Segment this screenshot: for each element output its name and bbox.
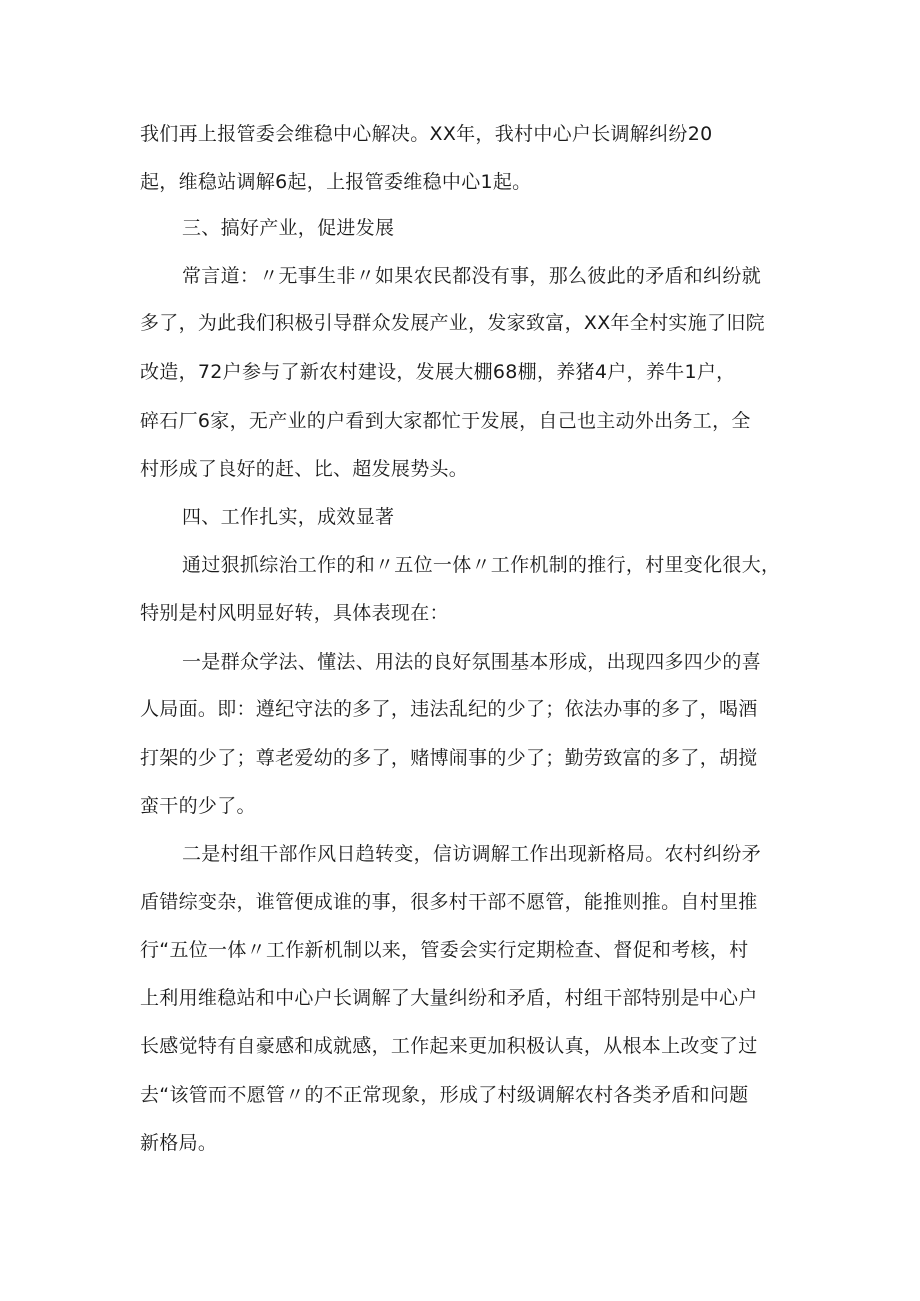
text-line: 碎石厂6家，无产业的户看到大家都忙于发展，自己也主动外出务工，全 <box>140 410 751 432</box>
text-line: 一是群众学法、懂法、用法的良好氛围基本形成，出现四多四少的喜 <box>182 651 762 673</box>
text-line: 改造，72户参与了新农村建设，发展大棚68棚，养猪4户，养牛1户， <box>140 361 736 383</box>
text-line: 起，维稳站调解6起，上报管委维稳中心1起。 <box>140 171 532 193</box>
text-line: 长感觉特有自豪感和成就感，工作起来更加积极认真，从根本上改变了过 <box>140 1035 758 1057</box>
section-heading: 四、工作扎实，成效显著 <box>182 506 395 528</box>
text-line: 通过狠抓综治工作的和〃五位一体〃工作机制的推行，村里变化很大， <box>182 554 781 576</box>
text-line: 新格局。 <box>140 1132 218 1154</box>
text-line: 去“该管而不愿管〃的不正常现象，形成了村级调解农村各类矛盾和问题 <box>140 1084 749 1106</box>
text-line: 盾错综变杂，谁管便成谁的事，很多村干部不愿管，能推则推。自村里推 <box>140 891 758 913</box>
text-line: 打架的少了；尊老爱幼的多了，赌博闹事的少了；勤劳致富的多了，胡搅 <box>140 747 758 769</box>
text-line: 村形成了良好的赶、比、超发展势头。 <box>140 458 469 480</box>
text-line: 行“五位一体〃工作新机制以来，管委会实行定期检查、督促和考核，村 <box>140 939 749 961</box>
section-heading: 三、搞好产业，促进发展 <box>182 217 395 239</box>
text-line: 特别是村风明显好转，具体表现在： <box>140 602 449 624</box>
text-line: 人局面。即：遵纪守法的多了，违法乱纪的少了；依法办事的多了，喝酒 <box>140 698 758 720</box>
text-line: 多了，为此我们积极引导群众发展产业，发家致富，XX年全村实施了旧院 <box>140 312 765 334</box>
text-line: 上利用维稳站和中心户长调解了大量纠纷和矛盾，村组干部特别是中心户 <box>140 987 758 1009</box>
text-line: 我们再上报管委会维稳中心解决。XX年，我村中心户长调解纠纷20 <box>140 123 713 145</box>
text-line: 二是村组干部作风日趋转变，信访调解工作出现新格局。农村纠纷矛 <box>182 843 762 865</box>
text-line: 常言道：〃无事生非〃如果农民都没有事，那么彼此的矛盾和纠纷就 <box>182 265 762 287</box>
text-line: 蛮干的少了。 <box>140 795 256 817</box>
